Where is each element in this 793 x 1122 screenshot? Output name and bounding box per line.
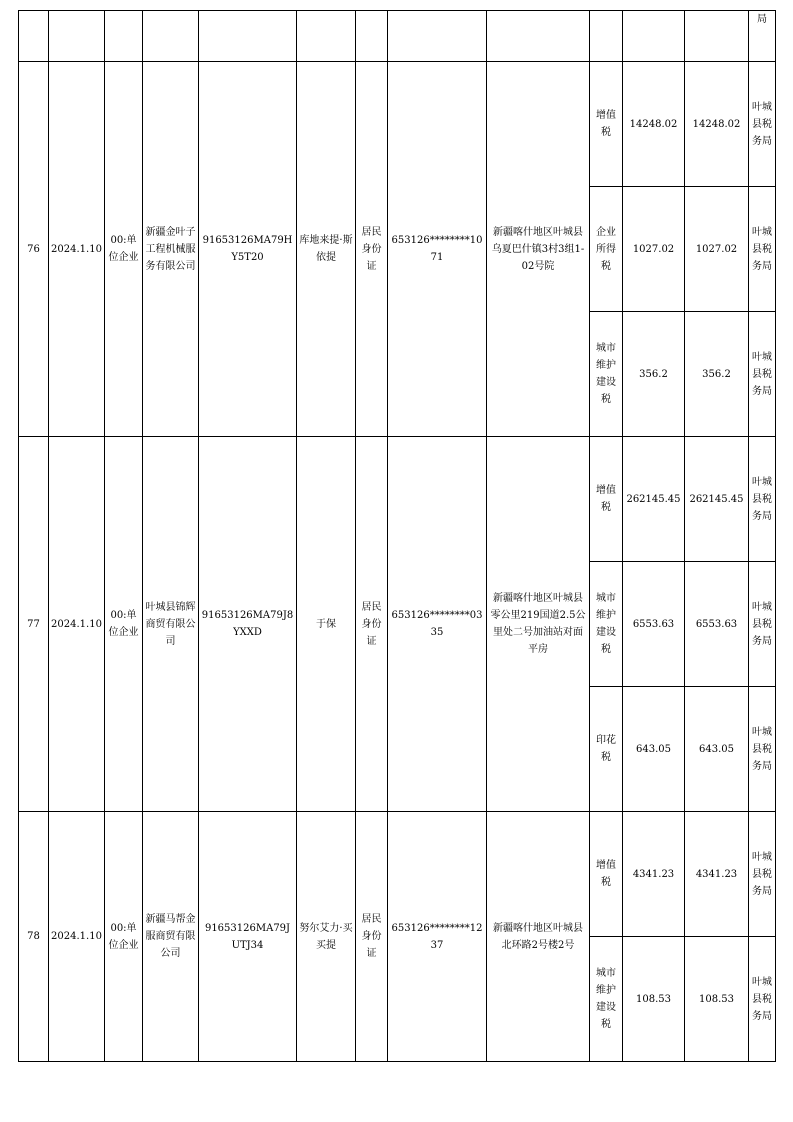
- tax-authority-cell: 局: [749, 11, 776, 62]
- continuation-row: [19, 11, 776, 62]
- empty-cell: [105, 11, 143, 62]
- tax-authority: 叶城县税务局: [749, 62, 776, 187]
- empty-cell: [590, 11, 623, 62]
- tax-amount: 1027.02: [623, 187, 685, 312]
- tax-type: 增值税: [590, 62, 623, 187]
- tax-type: 城市维护建设税: [590, 562, 623, 687]
- empty-cell: [356, 11, 388, 62]
- tax-amount-owed: 4341.23: [685, 812, 749, 937]
- empty-cell: [623, 11, 685, 62]
- id-number: 653126********1071: [388, 62, 487, 437]
- empty-cell: [199, 11, 297, 62]
- credit-code: 91653126MA79JUTJ34: [199, 812, 297, 1062]
- id-type: 居民身份证: [356, 62, 388, 437]
- tax-type: 城市维护建设税: [590, 312, 623, 437]
- tax-amount: 108.53: [623, 937, 685, 1062]
- tax-authority: 叶城县税务局: [749, 687, 776, 812]
- tax-authority: 叶城县税务局: [749, 312, 776, 437]
- id-number: 653126********1237: [388, 812, 487, 1062]
- legal-person: 于保: [297, 437, 356, 812]
- tax-authority: 叶城县税务局: [749, 187, 776, 312]
- taxpayer-type: 00:单位企业: [105, 812, 143, 1062]
- tax-record-table: [18, 10, 776, 1062]
- address: 新疆喀什地区叶城县乌夏巴什镇3村3组1-02号院: [487, 62, 590, 437]
- tax-type: 企业所得税: [590, 187, 623, 312]
- empty-cell: [143, 11, 199, 62]
- empty-cell: [297, 11, 356, 62]
- record-date: 2024.1.10: [49, 62, 105, 437]
- credit-code: 91653126MA79HY5T20: [199, 62, 297, 437]
- tax-amount: 643.05: [623, 687, 685, 812]
- tax-amount: 262145.45: [623, 437, 685, 562]
- tax-type: 印花税: [590, 687, 623, 812]
- tax-authority: 叶城县税务局: [749, 812, 776, 937]
- empty-cell: [487, 11, 590, 62]
- address: 新疆喀什地区叶城县零公里219国道2.5公里处二号加油站对面平房: [487, 437, 590, 812]
- id-type: 居民身份证: [356, 437, 388, 812]
- company-name: 新疆马帮金服商贸有限公司: [143, 812, 199, 1062]
- company-name: 叶城县锦辉商贸有限公司: [143, 437, 199, 812]
- table-row: [19, 812, 776, 937]
- tax-amount-owed: 356.2: [685, 312, 749, 437]
- tax-amount-owed: 14248.02: [685, 62, 749, 187]
- record-seq: 77: [19, 437, 49, 812]
- legal-person: 库地来提·斯依提: [297, 62, 356, 437]
- taxpayer-type: 00:单位企业: [105, 437, 143, 812]
- record-seq: 78: [19, 812, 49, 1062]
- address: 新疆喀什地区叶城县北环路2号楼2号: [487, 812, 590, 1062]
- tax-amount-owed: 262145.45: [685, 437, 749, 562]
- taxpayer-type: 00:单位企业: [105, 62, 143, 437]
- empty-cell: [685, 11, 749, 62]
- empty-cell: [49, 11, 105, 62]
- id-number: 653126********0335: [388, 437, 487, 812]
- record-seq: 76: [19, 62, 49, 437]
- record-date: 2024.1.10: [49, 812, 105, 1062]
- tax-amount: 6553.63: [623, 562, 685, 687]
- id-type: 居民身份证: [356, 812, 388, 1062]
- tax-authority: 叶城县税务局: [749, 437, 776, 562]
- tax-amount: 4341.23: [623, 812, 685, 937]
- tax-amount-owed: 643.05: [685, 687, 749, 812]
- tax-type: 城市维护建设税: [590, 937, 623, 1062]
- record-date: 2024.1.10: [49, 437, 105, 812]
- empty-cell: [19, 11, 49, 62]
- tax-authority: 叶城县税务局: [749, 937, 776, 1062]
- tax-authority: 叶城县税务局: [749, 562, 776, 687]
- table-row: [19, 437, 776, 562]
- tax-type: 增值税: [590, 812, 623, 937]
- tax-amount: 14248.02: [623, 62, 685, 187]
- tax-amount-owed: 6553.63: [685, 562, 749, 687]
- tax-amount: 356.2: [623, 312, 685, 437]
- table-row: [19, 62, 776, 187]
- empty-cell: [388, 11, 487, 62]
- legal-person: 努尔艾力·买买提: [297, 812, 356, 1062]
- tax-amount-owed: 1027.02: [685, 187, 749, 312]
- tax-type: 增值税: [590, 437, 623, 562]
- company-name: 新疆金叶子工程机械服务有限公司: [143, 62, 199, 437]
- tax-amount-owed: 108.53: [685, 937, 749, 1062]
- credit-code: 91653126MA79J8YXXD: [199, 437, 297, 812]
